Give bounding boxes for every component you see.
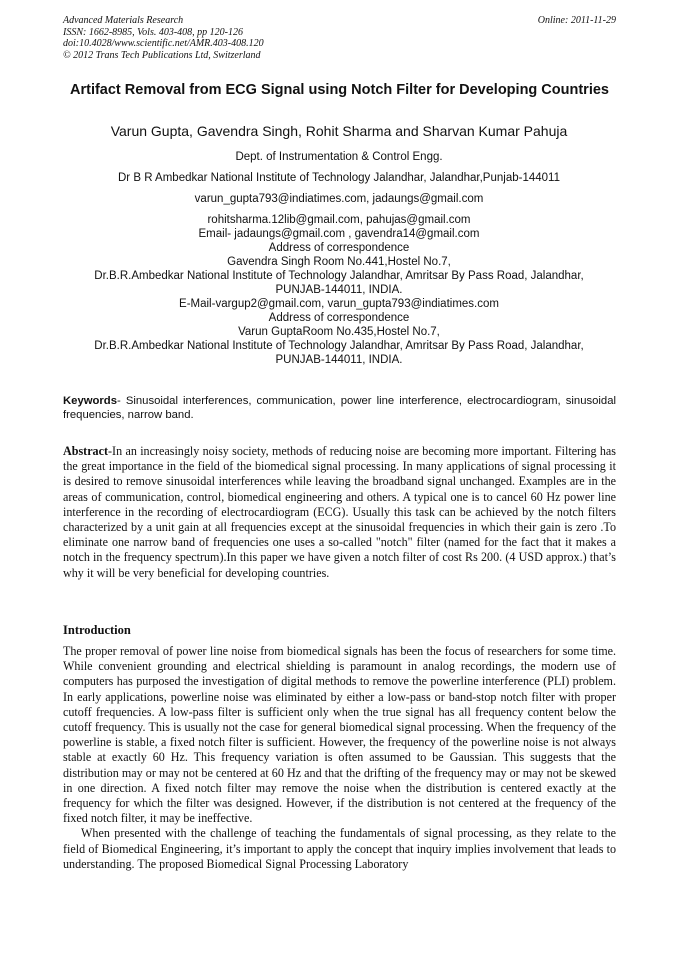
- introduction-paragraph-2: When presented with the challenge of teaching the fundamentals of signal processing, as they relate to the field of Biomedical Engineering, it’s important to apply the concept that inquiry implies involvement that leads to understanding. The proposed Biomedical Signal Processing Laboratory: [63, 826, 616, 871]
- correspondence-address-3: PUNJAB-144011, INDIA.: [275, 284, 403, 296]
- institute: Dr B R Ambedkar National Institute of Technology Jalandhar, Jalandhar,Punjab-144011: [118, 172, 560, 184]
- correspondence-address-1: Gavendra Singh Room No.441,Hostel No.7,: [227, 256, 451, 268]
- abstract-text: -In an increasingly noisy society, methods of reducing noise are becoming more important. Filtering has the great importance in the field of the biomedical signal processing. In many applications of signal processing it is desired to remove sinusoidal interferences while leaving the broadband signal unchanged. Examples are in the areas of communication, control, biomedical engineering and others. A typical one is to cancel 60 Hz power line interference in the recording of electrocardiogram (ECG). Usually this task can be achieved by the notch filters characterized by a unit gain at all frequencies except at the sinusoidal frequencies in which their gain is zero .To eliminate one narrow band of frequencies one uses a so-called "notch" filter (named for the fact that it makes a notch in the frequency spectrum).In this paper we have given a notch filter of cost Rs 200. (4 USD approx.) that’s why it will be very beneficial for developing countries.: [63, 444, 616, 580]
- abstract-label: Abstract: [63, 444, 109, 458]
- journal-name: Advanced Materials Research: [63, 15, 184, 26]
- keywords-text: - Sinusoidal interferences, communication, power line interference, electrocardiogram, sinusoidal frequencies, narrow band.: [63, 395, 616, 421]
- correspondence-label: Address of correspondence: [268, 242, 410, 254]
- correspondence2-address-3: PUNJAB-144011, INDIA.: [275, 354, 403, 366]
- author-emails[interactable]: varun_gupta793@indiatimes.com, jadaungs@gmail.com: [194, 193, 484, 205]
- issn-line: ISSN: 1662-8985, Vols. 403-408, pp 120-126: [63, 26, 243, 38]
- department: Dept. of Instrumentation & Control Engg.: [235, 151, 443, 163]
- paper-title: Artifact Removal from ECG Signal using Notch Filter for Developing Countries: [70, 82, 609, 98]
- correspondence-label-2: Address of correspondence: [268, 312, 410, 324]
- introduction-heading: Introduction: [63, 623, 131, 637]
- correspondence2-address-1: Varun GuptaRoom No.435,Hostel No.7,: [238, 326, 440, 338]
- journal-header: [63, 15, 616, 61]
- abstract: [63, 444, 616, 581]
- correspondence-email[interactable]: E-Mail-vargup2@gmail.com, varun_gupta793@indiatimes.com: [179, 298, 499, 310]
- correspondence2-address-2: Dr.B.R.Ambedkar National Institute of Technology Jalandhar, Amritsar By Pass Road, Jalandhar,: [94, 340, 584, 352]
- online-date: Online: 2011-11-29: [537, 15, 616, 26]
- author-list: Varun Gupta, Gavendra Singh, Rohit Sharma and Sharvan Kumar Pahuja: [110, 123, 568, 139]
- introduction-body: [63, 644, 616, 872]
- doi-line[interactable]: doi:10.4028/www.scientific.net/AMR.403-408.120: [63, 38, 264, 49]
- keywords: [63, 394, 616, 422]
- affiliation-block: [40, 150, 638, 367]
- author-emails-2[interactable]: rohitsharma.12lib@gmail.com, pahujas@gmail.com: [207, 214, 471, 226]
- correspondence-address-2: Dr.B.R.Ambedkar National Institute of Technology Jalandhar, Amritsar By Pass Road, Jalandhar,: [94, 270, 584, 282]
- keywords-label: Keywords: [63, 395, 117, 407]
- copyright-line: © 2012 Trans Tech Publications Ltd, Switzerland: [63, 49, 261, 61]
- author-emails-3[interactable]: Email- jadaungs@gmail.com , gavendra14@gmail.com: [198, 228, 480, 240]
- introduction-paragraph-1: The proper removal of power line noise from biomedical signals has been the focus of researchers for some time. While convenient grounding and electrical shielding is paramount in analog recordings, the modern use of computers has purposed the investigation of digital methods to remove the powerline interference (PLI) problem. In early applications, powerline noise was eliminated by either a low-pass or band-stop notch filter with proper cutoff frequencies. A low-pass filter is sufficient only when the true signal has all frequency content below the cutoff frequency. This is usually not the case for general biomedical signal processing. When the frequency of the powerline is stable, a fixed notch filter is sufficient. However, the frequency of the powerline noise is not always stable at exactly 60 Hz. This frequency variation is often assumed to be Gaussian. This suggests that the distribution may or may not be centered at 60 Hz and that the drifting of the frequency may or may not be skewed in one direction. A fixed notch filter may remove the noise when the distribution is centered exactly at the frequency for which the filter was designed. However, if the distribution is not centered at the frequency of the fixed notch filter, it may be ineffective.: [63, 644, 616, 826]
